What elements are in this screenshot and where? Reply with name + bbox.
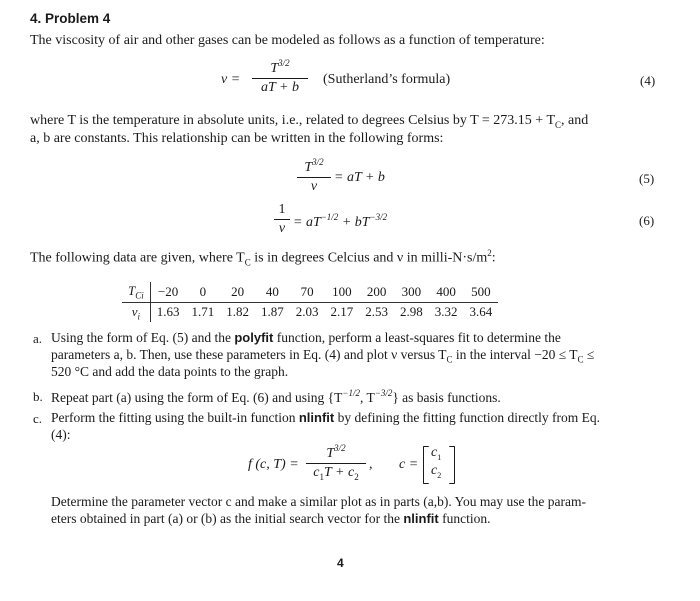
- data-table: [122, 282, 498, 322]
- eq5-num-exponent: 3/2: [312, 157, 324, 167]
- eq6-numerator: 1: [274, 202, 290, 220]
- table-cell: 70: [290, 282, 325, 302]
- eqc-c2: $c_2$: [431, 463, 442, 480]
- table-cell: 100: [325, 282, 360, 302]
- item-a-line1: Using the form of Eq. (5) and the polyfit function, perform a least-squares fit to determine the: [51, 330, 561, 345]
- table-cell: 0: [186, 282, 221, 302]
- item-b-mark: b.: [33, 389, 43, 404]
- eq4-fraction: [252, 58, 308, 96]
- table-cell: 200: [359, 282, 394, 302]
- item-a-mark: a.: [33, 331, 43, 346]
- eqc-c1: $c_1$: [431, 445, 442, 462]
- eq4-num-exponent: 3/2: [278, 58, 290, 68]
- item-b-text: Repeat part (a) using the form of Eq. (6) and using {$T^{-1/2}$, $T^{-3/2}$} as basis functions.: [51, 388, 501, 405]
- eqc-vector-label: c =: [399, 457, 419, 472]
- eq6-number: (6): [639, 213, 655, 228]
- table-cell: 1.63: [156, 304, 180, 320]
- table-row-temperature: [122, 282, 498, 302]
- eq5-denominator: ν: [310, 179, 318, 194]
- table-cell: 1.71: [191, 304, 215, 320]
- table-cell: 20: [220, 282, 255, 302]
- eq6-rhs: = $aT^{-1/2} + bT^{-3/2}$: [293, 212, 388, 230]
- para2-line1: where T is the temperature in absolute units, i.e., related to degrees Celsius by $T = 273.15 + T_C$, and: [30, 113, 589, 130]
- problem-heading: 4. Problem 4: [30, 11, 111, 26]
- table-cell: 300: [394, 282, 429, 302]
- table-cell: 3.32: [434, 304, 458, 320]
- eq5-number: (5): [639, 171, 655, 186]
- table-cell: 1.82: [226, 304, 249, 320]
- table-cell: 2.98: [400, 304, 423, 320]
- final-line2: eters obtained in part (a) or (b) as the initial search vector for the nlinfit function.: [51, 511, 491, 526]
- item-c-line1: Perform the fitting using the built-in function nlinfit by defining the fitting function directly from Eq.: [51, 410, 601, 425]
- eq4-lhs: ν =: [221, 72, 241, 87]
- eqc-fraction: $\frac{T^{3/2}}{c_1T + c_2}$: [306, 443, 366, 482]
- table-cell: 40: [255, 282, 290, 302]
- item-c-mark: c.: [33, 411, 43, 426]
- eqc-comma: ,: [369, 457, 373, 472]
- eq4-denominator: aT + b: [261, 80, 299, 95]
- table-cell: 400: [429, 282, 464, 302]
- final-line1: Determine the parameter vector c and make a similar plot as in parts (a,b). You may use the param-: [51, 494, 586, 509]
- eq4-label: (Sutherland’s formula): [323, 72, 451, 87]
- item-a-line2: parameters a, b. Then, use these parameters in Eq. (4) and plot ν versus $T_C$ in the interval $-20 \le T_C$ ≤: [51, 347, 595, 365]
- item-c-line2: (4):: [51, 427, 71, 442]
- table-cell: 2.53: [365, 304, 388, 320]
- table-row-viscosity: [122, 302, 498, 322]
- eq6-denominator: ν: [278, 221, 286, 236]
- table-header-temperature: $T_{Ci}$: [122, 282, 150, 302]
- table-header-viscosity: $\nu_i$: [122, 302, 150, 322]
- item-a-line3: 520 °C and add the data points to the graph.: [51, 364, 289, 379]
- eq4-number: (4): [640, 73, 656, 88]
- eqc-lhs: f (c, T) =: [248, 457, 299, 472]
- table-cell: 500: [464, 282, 499, 302]
- table-cell: 2.03: [295, 304, 319, 320]
- page-number: 4: [337, 556, 344, 570]
- para2-line2: a, b are constants. This relationship can be written in the following forms:: [30, 131, 444, 146]
- table-cell: −20: [150, 282, 185, 302]
- data-intro: The following data are given, where $T_C$ is in degrees Celcius and ν in milli-$N\cdot s/m^2$:: [30, 248, 496, 268]
- eq4-numerator: T: [270, 61, 279, 76]
- table-cell: 3.64: [469, 304, 493, 320]
- eq5-rhs: = aT + b: [334, 170, 385, 185]
- table-cell: 1.87: [261, 304, 284, 320]
- eq5-numerator: T: [304, 160, 313, 175]
- eq5-fraction: [297, 157, 331, 195]
- table-cell: 2.17: [330, 304, 354, 320]
- eq6-fraction: [274, 202, 290, 237]
- intro-text: The viscosity of air and other gases can be modeled as follows as a function of temperature:: [30, 33, 545, 48]
